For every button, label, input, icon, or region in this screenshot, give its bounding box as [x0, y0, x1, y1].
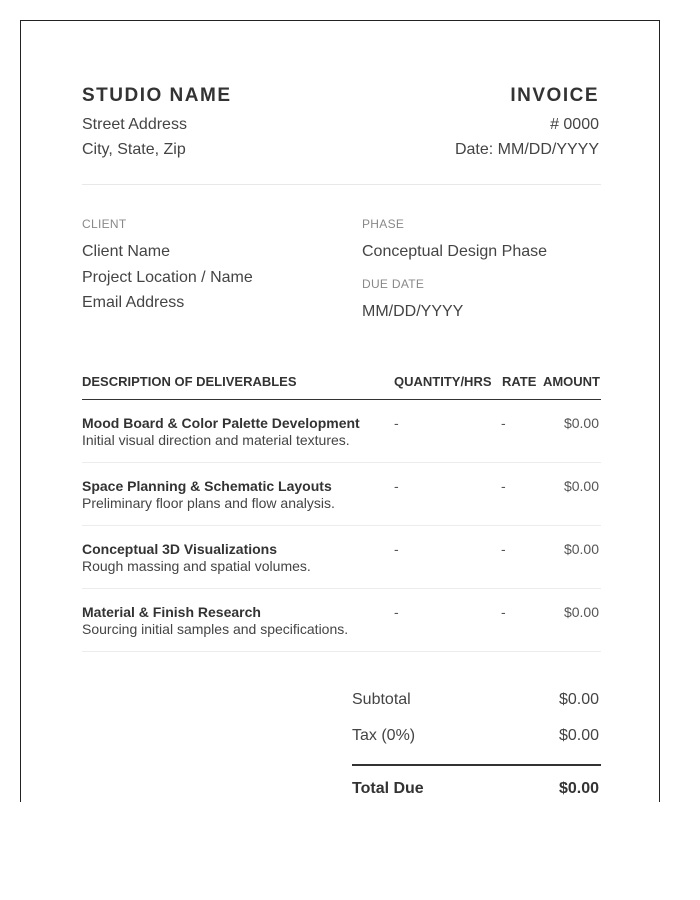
client-email: Email Address — [82, 294, 185, 311]
invoice-number: # 0000 — [550, 116, 599, 133]
subtotal-label: Subtotal — [352, 691, 411, 708]
line-item-description: Rough massing and spatial volumes. — [82, 558, 311, 574]
phase-label: PHASE — [362, 217, 405, 231]
line-item-quantity: - — [394, 478, 399, 494]
line-item-rate: - — [501, 541, 506, 557]
line-item-title: Space Planning & Schematic Layouts — [82, 478, 332, 494]
invoice-sheet — [20, 20, 660, 802]
client-label: CLIENT — [82, 217, 127, 231]
due-date-label: DUE DATE — [362, 277, 425, 291]
tax-label: Tax (0%) — [352, 727, 416, 744]
invoice-title: INVOICE — [510, 85, 599, 106]
studio-street-address: Street Address — [82, 116, 187, 133]
table-header-divider — [82, 399, 601, 400]
row-divider — [82, 462, 601, 463]
total-due-value: $0.00 — [558, 780, 599, 797]
column-header-rate: RATE — [502, 374, 537, 389]
line-item-title: Material & Finish Research — [82, 604, 261, 620]
subtotal-value: $0.00 — [558, 691, 599, 708]
line-item-rate: - — [501, 604, 506, 620]
phase-value: Conceptual Design Phase — [362, 243, 548, 260]
line-item-quantity: - — [394, 415, 399, 431]
studio-city-state-zip: City, State, Zip — [82, 141, 186, 158]
line-item-amount: $0.00 — [563, 541, 599, 557]
column-header-amount: AMOUNT — [542, 374, 600, 389]
tax-value: $0.00 — [558, 727, 599, 744]
total-due-label: Total Due — [352, 780, 424, 797]
line-item-rate: - — [501, 478, 506, 494]
line-item-amount: $0.00 — [563, 415, 599, 431]
column-header-description: DESCRIPTION OF DELIVERABLES — [82, 374, 297, 389]
line-item-description: Preliminary floor plans and flow analysis. — [82, 495, 335, 511]
line-item-description: Initial visual direction and material textures. — [82, 432, 350, 448]
column-header-quantity: QUANTITY/HRS — [394, 374, 492, 389]
due-date-value: MM/DD/YYYY — [362, 303, 464, 320]
line-item-description: Sourcing initial samples and specifications. — [82, 621, 349, 637]
total-divider — [352, 764, 601, 766]
row-divider — [82, 525, 601, 526]
row-divider — [82, 588, 601, 589]
header-divider — [82, 184, 601, 185]
studio-name: STUDIO NAME — [82, 85, 232, 106]
line-item-title: Mood Board & Color Palette Development — [82, 415, 360, 431]
line-item-quantity: - — [394, 604, 399, 620]
line-item-title: Conceptual 3D Visualizations — [82, 541, 278, 557]
line-item-rate: - — [501, 415, 506, 431]
line-item-amount: $0.00 — [563, 478, 599, 494]
client-project: Project Location / Name — [82, 269, 253, 286]
client-name: Client Name — [82, 243, 171, 260]
line-item-amount: $0.00 — [563, 604, 599, 620]
invoice-date: Date: MM/DD/YYYY — [454, 141, 599, 158]
line-item-quantity: - — [394, 541, 399, 557]
row-divider — [82, 651, 601, 652]
